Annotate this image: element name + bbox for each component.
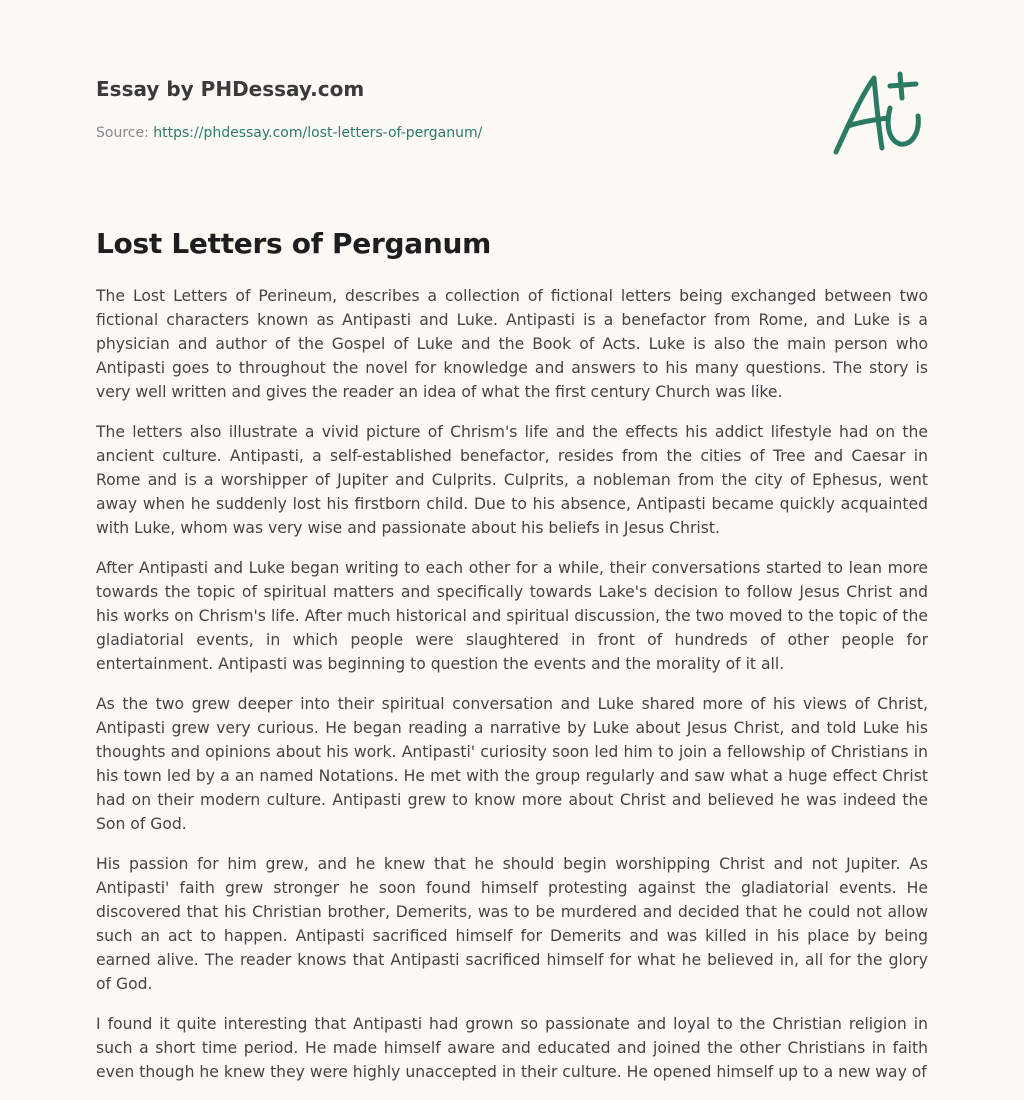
essay-paragraph: As the two grew deeper into their spiritual conversation and Luke shared more of his views of Christ, Antipasti grew very curious. He began reading a narrative by Luke about Jesus Christ, and told Luke his thoughts and opinions about his work. Antipasti' curiosity soon led him to join a fellowship of Christians in his town led by a an named Notations. He met with the group regularly and saw what a huge effect Christ had on their modern culture. Antipasti grew to know more about Christ and believed he was indeed the Son of God. <box>96 695 928 833</box>
essay-paragraph: After Antipasti and Luke began writing to each other for a while, their conversations started to lean more towards the topic of spiritual matters and specifically towards Lake's decision to follow Jesus Christ and his works on Chrism's life. After much historical and spiritual discussion, the two moved to the topic of the gladiatorial events, in which people were slaughtered in front of hundreds of other people for entertainment. Antipasti was beginning to question the events and the morality of it all. <box>96 559 928 673</box>
essay-body <box>96 284 928 1100</box>
source-link[interactable]: https://phdessay.com/lost-letters-of-perganum/ <box>153 125 483 141</box>
source-label: Source: <box>96 125 149 141</box>
source-line <box>96 124 482 142</box>
essay-paragraph: His passion for him grew, and he knew that he should begin worshipping Christ and not Jupiter. As Antipasti' faith grew stronger he soon found himself protesting against the gladiatorial events. He discovered that his Christian brother, Demerits, was to be murdered and decided that he could not allow such an act to happen. Antipasti sacrificed himself for Demerits and was killed in his place by being earned alive. The reader knows that Antipasti sacrificed himself for what he believed in, all for the glory of God. <box>96 855 928 993</box>
a-plus-logo-icon <box>828 68 928 160</box>
essay-paragraph: I found it quite interesting that Antipasti had grown so passionate and loyal to the Christian religion in such a short time period. He made himself aware and educated and joined the other Christians in faith even though he knew they were highly unaccepted in their culture. He opened himself up to a new way of <box>96 1015 928 1081</box>
page-header <box>96 74 928 174</box>
essay-paragraph: The letters also illustrate a vivid picture of Chrism's life and the effects his addict lifestyle had on the ancient culture. Antipasti, a self-established benefactor, resides from the cities of Tree and Caesar in Rome and is a worshipper of Jupiter and Culprits. Culprits, a nobleman from the city of Ephesus, went away when he suddenly lost his firstborn child. Due to his absence, Antipasti became quickly acquainted with Luke, whom was very wise and passionate about his beliefs in Jesus Christ. <box>96 423 928 537</box>
essay-title: Lost Letters of Perganum <box>96 227 491 260</box>
site-brand: Essay by PHDessay.com <box>96 77 365 101</box>
essay-paragraph: The Lost Letters of Perineum, describes a collection of fictional letters being exchanged between two fictional characters known as Antipasti and Luke. Antipasti is a benefactor from Rome, and Luke is a physician and author of the Gospel of Luke and the Book of Acts. Luke is also the main person who Antipasti goes to throughout the novel for knowledge and answers to his many questions. The story is very well written and gives the reader an idea of what the first century Church was like. <box>96 287 928 401</box>
